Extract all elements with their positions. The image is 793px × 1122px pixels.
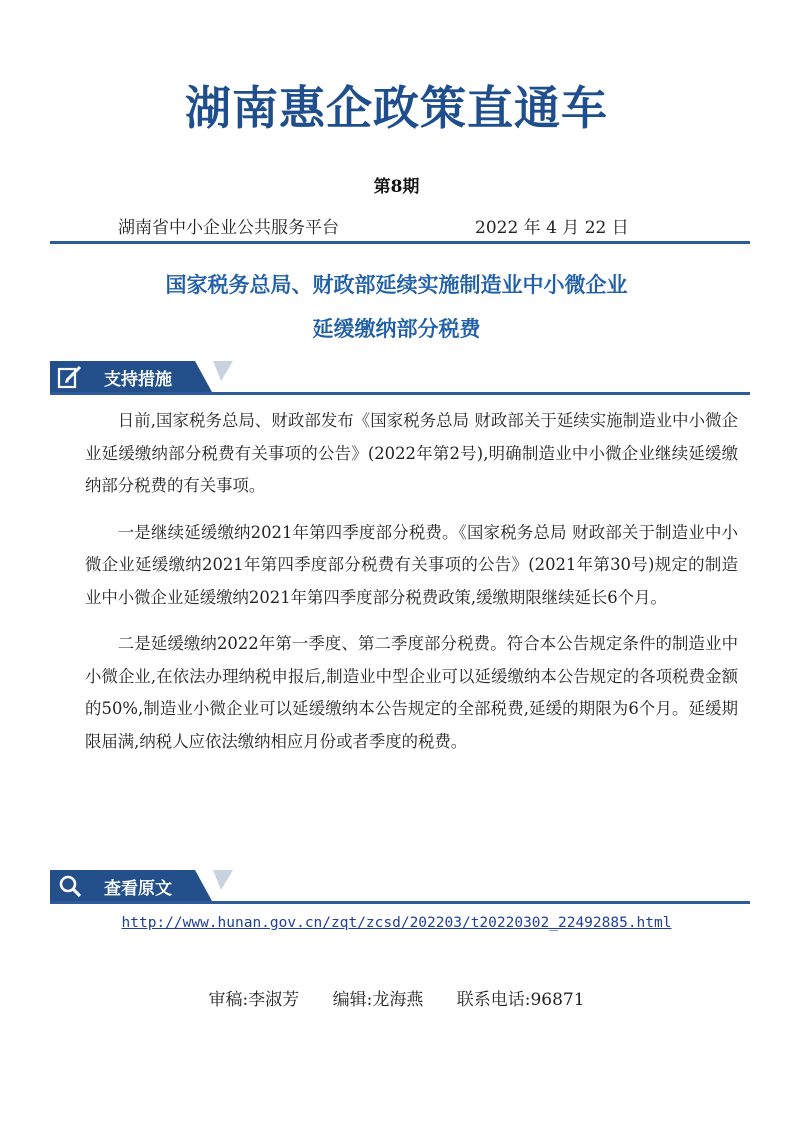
body-text — [85, 405, 738, 772]
masthead-title: 湖南惠企政策直通车 — [185, 81, 608, 135]
search-icon — [56, 873, 84, 898]
paragraph-3: 二是延缓缴纳2022年第一季度、第二季度部分税费。符合本公告规定条件的制造业中小微企业,在依法办理纳税申报后,制造业中型企业可以延缓缴纳本公告规定的各项税费金额的50%,制造业小微企业可以延缓缴纳本公告规定的全部税费,延缓的期限为6个月。延缓期限届满,纳税人应依法缴纳相应月份或者季度的税费。 — [85, 634, 738, 751]
section-bar-support — [50, 361, 750, 395]
contact-phone: 联系电话:96871 — [456, 990, 585, 1010]
publish-date: 2022 年 4 月 22 日 — [475, 218, 629, 238]
header-divider — [50, 241, 750, 244]
section-tab-fold — [213, 870, 233, 890]
publisher-name: 湖南省中小企业公共服务平台 — [118, 218, 339, 238]
footer-credits — [0, 985, 793, 1010]
headline-line-1: 国家税务总局、财政部延续实施制造业中小微企业 — [165, 273, 628, 297]
editor-credit: 编辑:龙海燕 — [332, 990, 424, 1010]
section-label: 支持措施 — [104, 370, 172, 390]
source-link[interactable]: http://www.hunan.gov.cn/zqt/zcsd/202203/t20220302_22492885.html — [121, 915, 672, 931]
section-underline — [50, 901, 750, 904]
pencil-note-icon — [56, 364, 84, 389]
section-underline — [50, 392, 750, 395]
headline-line-2: 延缓缴纳部分税费 — [312, 317, 481, 341]
issue-number: 第8期 — [373, 177, 420, 197]
section-tab-fold — [213, 361, 233, 381]
paragraph-2: 一是继续延缓缴纳2021年第四季度部分税费。《国家税务总局 财政部关于制造业中小微企业延缓缴纳2021年第四季度部分税费有关事项的公告》(2021年第30号)规定的制造业中小微企业延缓缴纳2021年第四季度部分税费政策,缓缴期限继续延长6个月。 — [85, 522, 738, 607]
reviewer-credit: 审稿:李淑芳 — [208, 990, 300, 1010]
paragraph-1: 日前,国家税务总局、财政部发布《国家税务总局 财政部关于延续实施制造业中小微企业延缓缴纳部分税费有关事项的公告》(2022年第2号),明确制造业中小微企业继续延缓缴纳部分税费的有关事项。 — [85, 411, 738, 495]
section-bar-original — [50, 870, 750, 904]
section-label: 查看原文 — [104, 879, 172, 899]
